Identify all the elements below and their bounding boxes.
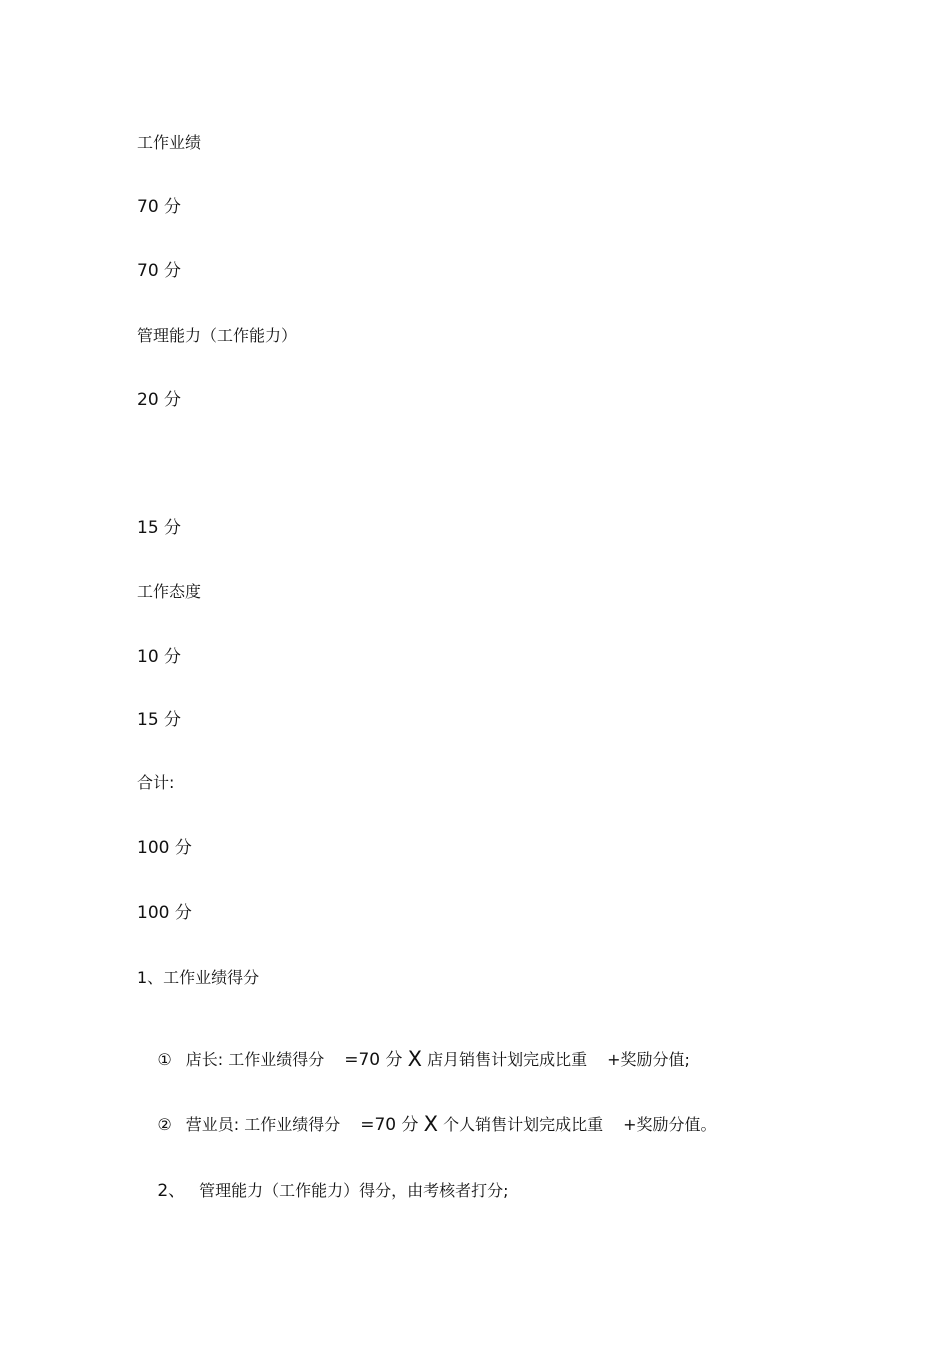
formula-label: 店长:: [185, 1050, 224, 1069]
section-heading-2: [137, 1161, 509, 1221]
section-text: 管理能力（工作能力）得分，由考核者打分;: [199, 1181, 509, 1200]
circled-number-1: ①: [157, 1050, 172, 1069]
text-line-score: 15 分: [137, 518, 182, 538]
formula-equals: =70 分: [360, 1115, 419, 1135]
text-line-score: 100 分: [137, 903, 192, 923]
text-line-total: 合计:: [137, 773, 175, 792]
multiply-sign: X: [423, 1112, 438, 1136]
formula-factor: 个人销售计划完成比重: [443, 1115, 604, 1134]
text-line-score: 70 分: [137, 197, 182, 217]
text-line-score: 10 分: [137, 647, 182, 667]
text-line-score: 70 分: [137, 261, 182, 281]
text-line-management-ability: 管理能力（工作能力）: [137, 326, 298, 345]
text-line-work-performance: 工作业绩: [137, 133, 202, 152]
text-line-score: 100 分: [137, 838, 192, 858]
formula-sales-staff: [137, 1093, 717, 1155]
section-number: 2、: [157, 1181, 186, 1201]
formula-bonus: +奖励分值;: [607, 1050, 690, 1069]
text-line-score: 15 分: [137, 710, 182, 730]
formula-equals: =70 分: [344, 1050, 403, 1070]
formula-store-manager: [137, 1028, 690, 1090]
text-line-work-attitude: 工作态度: [137, 582, 202, 601]
section-heading-1: 1、工作业绩得分: [137, 968, 260, 987]
circled-number-2: ②: [157, 1115, 172, 1134]
formula-text: 工作业绩得分: [228, 1050, 325, 1069]
formula-text: 工作业绩得分: [244, 1115, 341, 1134]
multiply-sign: X: [407, 1047, 422, 1071]
formula-factor: 店月销售计划完成比重: [427, 1050, 588, 1069]
formula-label: 营业员:: [185, 1115, 240, 1134]
text-line-score: 20 分: [137, 390, 182, 410]
formula-bonus: +奖励分值。: [623, 1115, 717, 1134]
